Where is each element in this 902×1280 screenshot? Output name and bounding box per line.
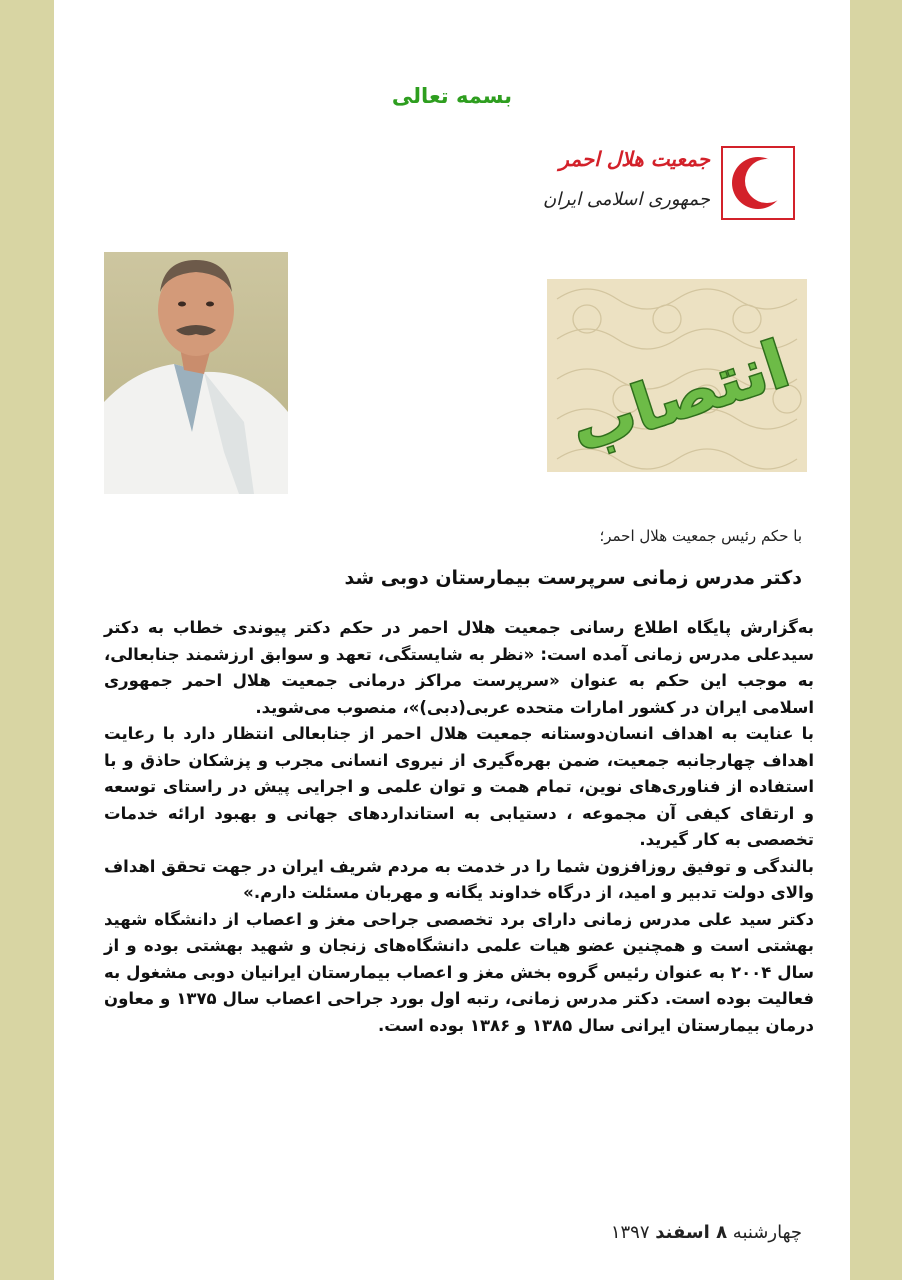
article-body — [104, 615, 814, 1039]
bismillah-heading: بسمه تعالی — [391, 84, 513, 108]
doctor-portrait — [104, 252, 288, 494]
article-title: دکتر مدرس زمانی سرپرست بیمارستان دوبی شد — [344, 567, 802, 589]
date-year: ۱۳۹۷ — [610, 1222, 650, 1243]
logo-line-2: جمهوری اسلامی ایران — [543, 189, 710, 210]
article-paragraph: با عنایت به اهداف انسان‌دوستانه جمعیت هلال احمر از جنابعالی انتظار دارد با رعایت اهداف چهارجانبه جمعیت، ضمن بهره‌گیری از نیروی انسانی مجرب و پزشکان حاذق و با استفاده از فناوری‌های نوین، تمام همت و توان علمی و اجرایی پیش در راستای توسعه و ارتقای کیفی آن مجموعه ، دستیابی به استانداردهای جهانی و بهبود ارائه خدمات تخصصی به کار گیرید. — [104, 724, 814, 849]
article-paragraph: به‌گزارش پایگاه اطلاع رسانی جمعیت هلال احمر در حکم دکتر پیوندی خطاب به دکتر سیدعلی مدرس زمانی آمده است: «نظر به شایستگی، تعهد و سوابق ارزشمند جنابعالی، به موجب این حکم به عنوان «سرپرست مراکز درمانی جمعیت هلال احمر جمهوری اسلامی ایران در کشور امارات متحده عربی(دبی)»، منصوب می‌شوید. — [104, 618, 814, 717]
date-weekday: چهارشنبه — [732, 1222, 802, 1243]
appointment-banner — [547, 279, 807, 472]
banner-word: انتصاب — [562, 327, 798, 468]
publish-date — [402, 1222, 802, 1243]
logo-line-1: جمعیت هلال احمر — [559, 147, 710, 171]
date-day-month: ۸ اسفند — [655, 1222, 728, 1243]
document-page — [54, 0, 850, 1280]
red-crescent-logo — [543, 145, 796, 223]
article-pre-title: با حکم رئیس جمعیت هلال احمر؛ — [599, 527, 802, 545]
red-crescent-icon — [720, 145, 796, 221]
article-paragraph: بالندگی و توفیق روزافزون شما را در خدمت به مردم شریف ایران در جهت تحقق اهداف والای دولت تدبیر و امید، از درگاه خداوند یگانه و مهربان مسئلت دارم.» — [104, 856, 814, 902]
article-paragraph: دکتر سید علی مدرس زمانی دارای برد تخصصی جراحی مغز و اعصاب از دانشگاه شهید بهشتی است و همچنین عضو هیات علمی دانشگاه‌های زنجان و شهید بهشتی بوده و از سال ۲۰۰۴ به عنوان رئیس گروه بخش مغز و اعصاب بیمارستان ایرانیان دوبی مشغول به فعالیت بوده است. دکتر مدرس زمانی، رتبه اول بورد جراحی اعصاب سال ۱۳۷۵ و معاون درمان بیمارستان ایرانی سال ۱۳۸۵ و ۱۳۸۶ بوده است. — [104, 909, 815, 1035]
